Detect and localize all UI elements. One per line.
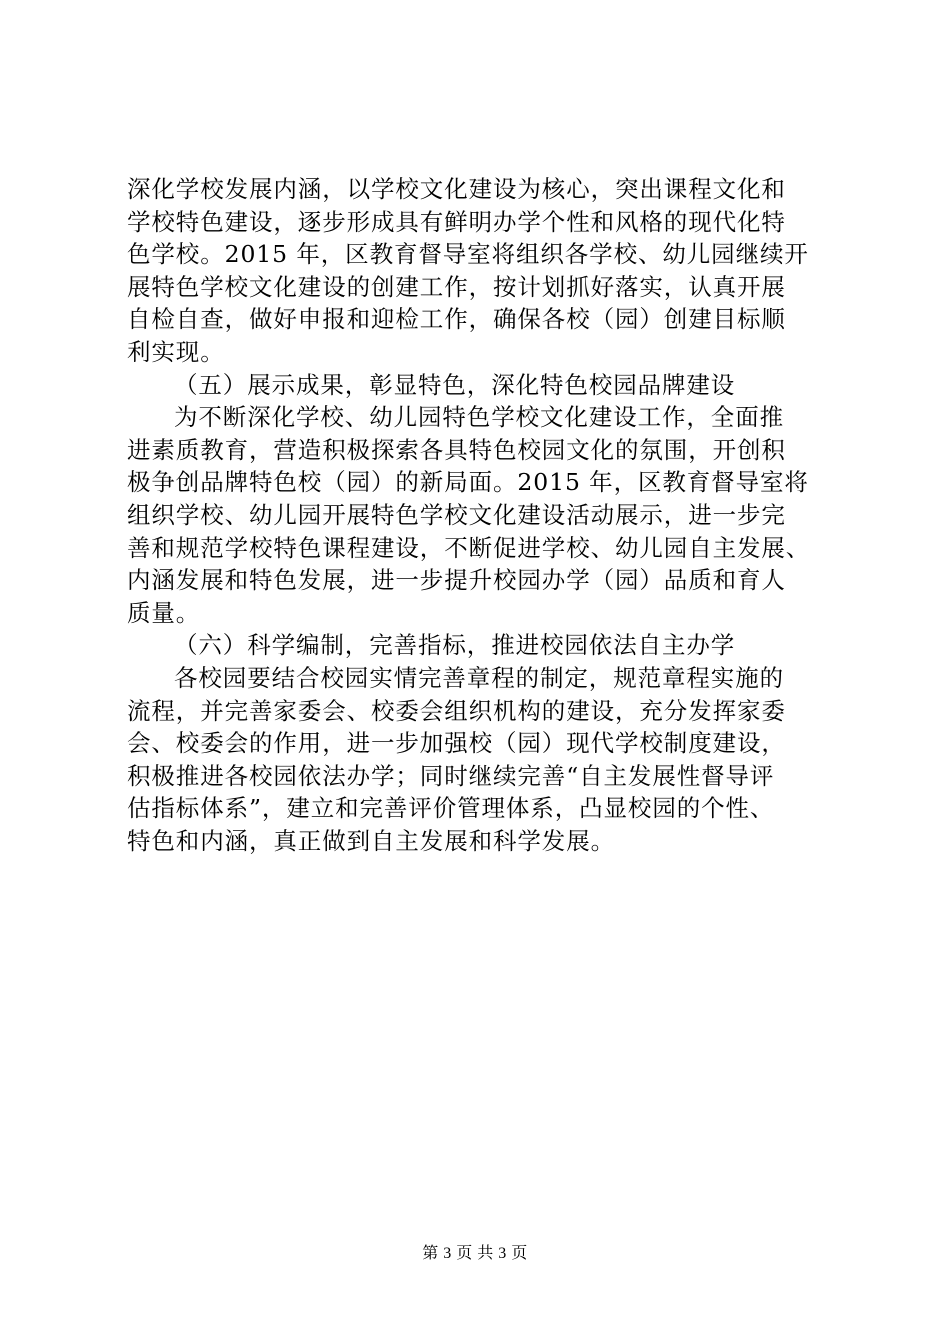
text-line: 流程，并完善家委会、校委会组织机构的建设，充分发挥家委 [127, 696, 786, 725]
text-line: 展特色学校文化建设的创建工作，按计划抓好落实，认真开展 [127, 272, 786, 301]
page-number-footer: 第 3 页 共 3 页 [422, 1245, 528, 1262]
text-line: 善和规范学校特色课程建设，不断促进学校、幼儿园自主发展、 [127, 533, 811, 562]
text-line: 质量。 [127, 598, 201, 627]
section-heading: （五）展示成果，彰显特色，深化特色校园品牌建设 [174, 370, 736, 399]
text-line: 自检自查，做好申报和迎检工作，确保各校（园）创建目标顺 [127, 305, 786, 334]
text-line: 会、校委会的作用，进一步加强校（园）现代学校制度建设， [127, 729, 786, 758]
text-line: 积极推进各校园依法办学；同时继续完善“自主发展性督导评 [127, 761, 775, 790]
text-line: 学校特色建设，逐步形成具有鲜明办学个性和风格的现代化特 [127, 207, 786, 236]
text-line: 深化学校发展内涵，以学校文化建设为核心，突出课程文化和 [127, 175, 786, 203]
text-line: 估指标体系”，建立和完善评价管理体系，凸显校园的个性、 [127, 794, 775, 823]
text-line: 进素质教育，营造积极探索各具特色校园文化的氛围，开创积 [127, 435, 786, 464]
text-line: 利实现。 [127, 337, 225, 366]
text-line: 特色和内涵，真正做到自主发展和科学发展。 [127, 826, 615, 855]
text-line: 内涵发展和特色发展，进一步提升校园办学（园）品质和育人 [127, 566, 786, 595]
body-text [127, 173, 827, 857]
text-line: 色学校。2015 年，区教育督导室将组织各学校、幼儿园继续开 [127, 240, 809, 269]
section-heading: （六）科学编制，完善指标，推进校园依法自主办学 [174, 631, 736, 660]
text-line: 各校园要结合校园实情完善章程的制定，规范章程实施的 [174, 663, 784, 692]
text-line: 为不断深化学校、幼儿园特色学校文化建设工作，全面推 [174, 403, 784, 432]
text-line: 组织学校、幼儿园开展特色学校文化建设活动展示，进一步完 [127, 500, 786, 529]
text-line: 极争创品牌特色校（园）的新局面。2015 年，区教育督导室将 [127, 468, 809, 497]
